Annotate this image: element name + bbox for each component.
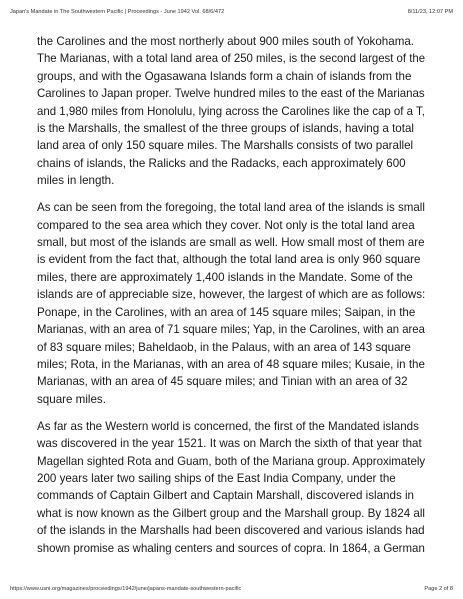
text-line: The Marianas, with a total land area of 250 miles, is the second largest of the: [37, 52, 426, 66]
print-footer: [10, 586, 453, 596]
paragraph-spacer: [37, 408, 425, 418]
text-line: miles, there are approximately 1,400 islands in the Mandate. Some of the: [37, 270, 413, 284]
text-line: of the islands in the Marshalls had been discovered and various islands had: [37, 524, 425, 538]
paragraph-3: [37, 418, 425, 557]
text-line: miles; Rota, in the Marianas, with an area of 48 square miles; Kusaie, in the: [37, 357, 425, 371]
text-line: land area of only 150 square miles. The Marshalls consists of two parallel: [37, 139, 414, 153]
text-line: Marianas, with an area of 45 square miles; and Tinian with an area of 32: [37, 375, 408, 389]
print-header: [10, 9, 453, 19]
text-line: was discovered in the year 1521. It was on March the sixth of that year that: [37, 437, 422, 451]
page-url: https://www.usni.org/magazines/proceedings/1942/june/japans-mandate-southwestern-pacific: [10, 586, 242, 592]
text-line: miles in length.: [37, 174, 115, 188]
paragraph-2: [37, 199, 425, 408]
text-line: is evident from the fact that, although the total land area is only 960 square: [37, 253, 421, 267]
text-line: of 83 square miles; Baheldaob, in the Palaus, with an area of 143 square: [37, 340, 411, 354]
text-line: what is now known as the Gilbert group and the Marshall group. By 1824 all: [37, 506, 425, 520]
paragraph-1: [37, 33, 425, 190]
text-line: 200 years later two sailing ships of the East India Company, under the: [37, 471, 396, 485]
text-line: the Carolines and the most northerly about 900 miles south of Yokohama.: [37, 35, 415, 48]
paragraph-spacer: [37, 190, 425, 200]
text-line: is the Marshalls, the smallest of the three groups of islands, having a total: [37, 122, 414, 136]
text-line: Marianas, with an area of 71 square miles; Yap, in the Carolines, with an area: [37, 323, 425, 337]
text-line: compared to the sea area which they cover. Not only is the total land area: [37, 218, 415, 232]
text-line: square miles.: [37, 392, 106, 406]
text-line: and 1,980 miles from Honolulu, lying across the Carolines like the cap of a T,: [37, 104, 425, 118]
print-datetime: 8/11/23, 12:07 PM: [407, 9, 453, 15]
article-body: [37, 33, 425, 557]
text-line: Ponape, in the Carolines, with an area of 145 square miles; Saipan, in the: [37, 305, 416, 319]
page-number: Page 2 of 8: [424, 586, 453, 592]
text-line: Magellan sighted Rota and Guam, both of the Mariana group. Approximately: [37, 454, 426, 468]
page-title: Japan's Mandate in The Southwestern Pacific | Proceedings - June 1942 Vol. 68/6/472: [10, 9, 225, 15]
text-line: chains of islands, the Ralicks and the Radacks, each approximately 600: [37, 156, 406, 170]
text-line: As can be seen from the foregoing, the total land area of the islands is small: [37, 201, 425, 215]
text-line: As far as the Western world is concerned, the first of the Mandated islands: [37, 419, 419, 433]
text-line: islands are of appreciable size, however, the largest of which are as follows:: [37, 288, 426, 302]
text-line: groups, and with the Ogasawana Islands form a chain of islands from the: [37, 69, 412, 83]
text-line: commands of Captain Gilbert and Captain Marshall, discovered islands in: [37, 489, 414, 503]
text-line: Carolines to Japan proper. Twelve hundred miles to the east of the Marianas: [37, 87, 425, 101]
text-line: small, but most of the islands are small as well. How small most of them are: [37, 236, 425, 250]
text-line: shown promise as whaling centers and sources of copra. In 1864, a German: [37, 541, 425, 555]
